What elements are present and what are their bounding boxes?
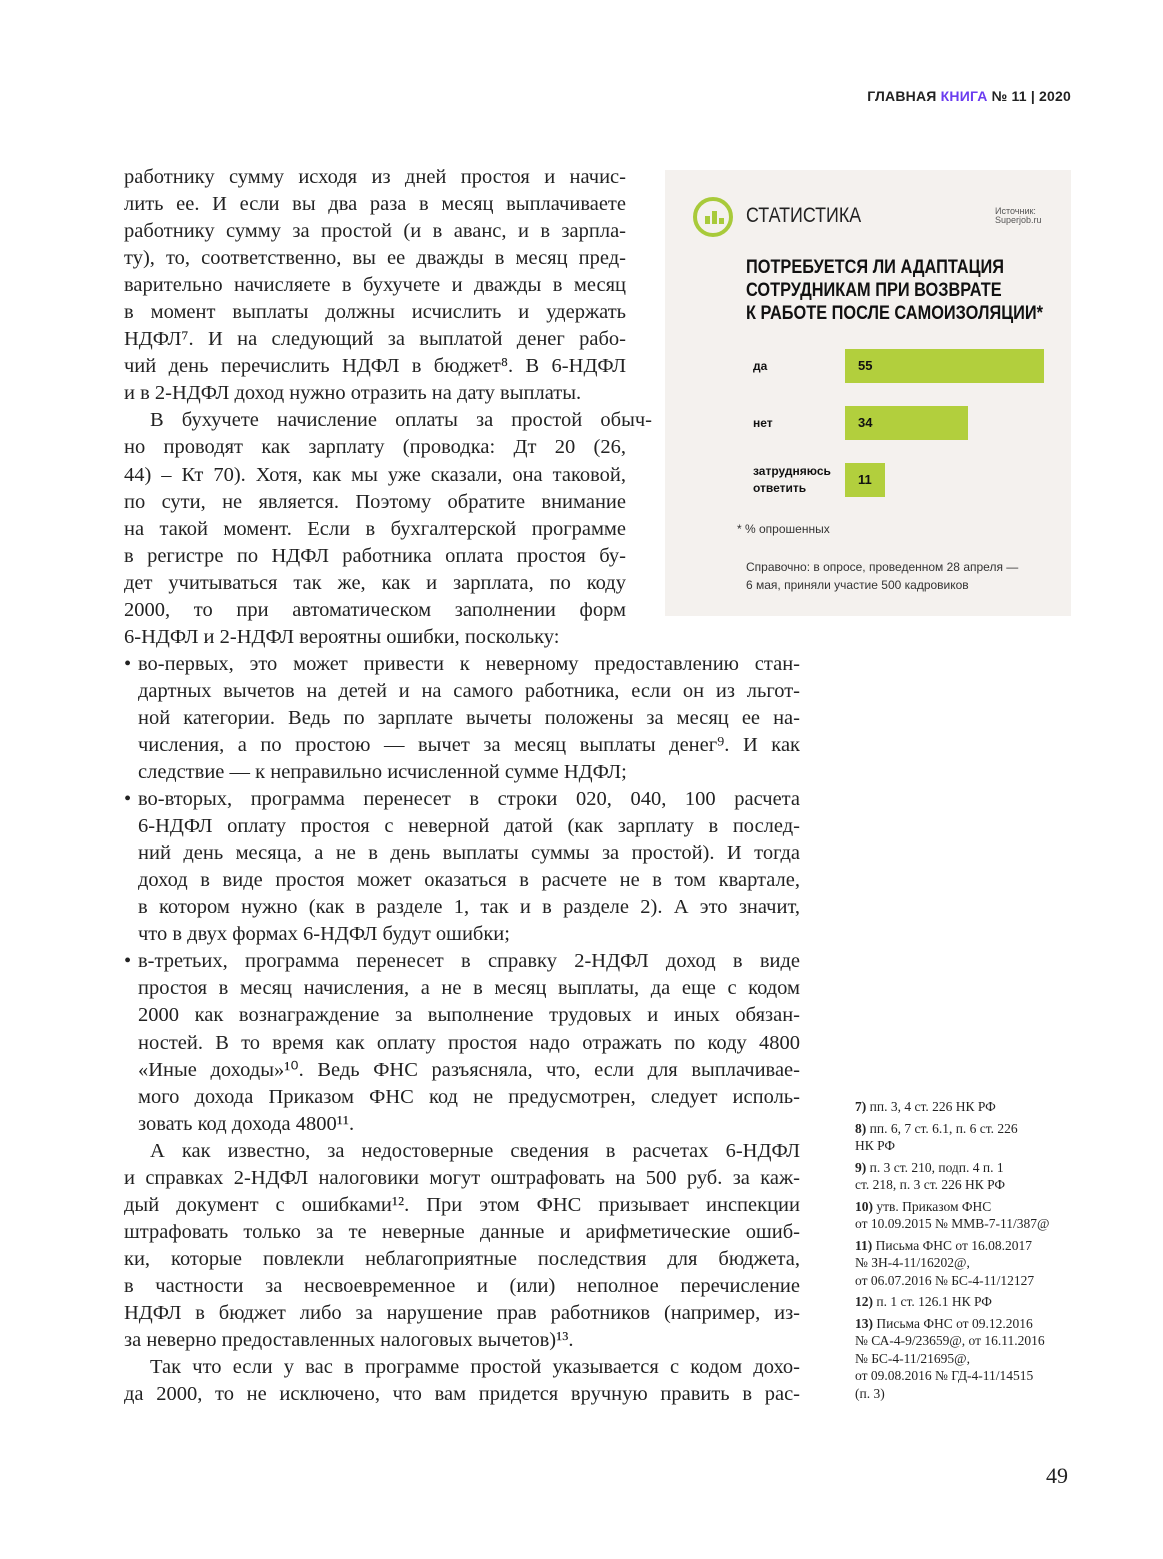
footnote <box>855 1120 1080 1155</box>
text-line: по сути, не является. Поэтому обратите внимание <box>124 490 626 513</box>
text-line: в момент выплаты должны исчислить и удержать <box>124 301 626 324</box>
issue-number: № 11 | 2020 <box>991 88 1071 104</box>
footnote-line <box>855 1315 1080 1333</box>
stats-title: СТАТИСТИКА <box>746 204 862 227</box>
text-line: 6-НДФЛ и 2-НДФЛ вероятны ошибки, поскольку: <box>124 625 560 648</box>
text-line: лить ее. И если вы два раза в месяц выплачиваете <box>124 193 626 216</box>
bullet-marker: • <box>124 950 132 973</box>
footnote-text: № СА-4-9/23659@, от 16.11.2016 <box>855 1333 1045 1348</box>
footnote-text: пп. 3, 4 ст. 226 НК РФ <box>869 1099 996 1114</box>
bar <box>845 349 1044 383</box>
footnote-number: 11) <box>855 1237 873 1253</box>
footnote-number: 7) <box>855 1099 867 1114</box>
line-text: ной категории. Ведь по зарплате вычеты положены за месяц ее на- <box>138 706 800 729</box>
line-text: во-первых, это может привести к неверному предоставлению стан- <box>138 652 800 675</box>
bullet-item <box>124 948 800 1137</box>
footnote-line <box>855 1293 1080 1311</box>
text-line <box>124 867 800 894</box>
footnote-line <box>855 1385 1080 1403</box>
bar-value: 55 <box>858 358 873 373</box>
bar <box>845 406 968 440</box>
footnote <box>855 1098 1080 1116</box>
text-line <box>124 651 800 678</box>
footnote-text: № ЗН-4-11/16202@, <box>855 1255 970 1270</box>
bullet-marker: • <box>124 652 132 675</box>
footnote-text: п. 1 ст. 126.1 НК РФ <box>876 1294 992 1309</box>
text-line <box>124 894 800 921</box>
reference-line: Справочно: в опросе, проведенном 28 апреля — <box>746 560 1019 574</box>
question-line: К РАБОТЕ ПОСЛЕ САМОИЗОЛЯЦИИ* <box>746 303 1043 324</box>
text-line <box>124 1084 800 1111</box>
text-line: дет учитываться так же, как и зарплата, по коду <box>124 571 626 594</box>
footnote-line <box>855 1332 1080 1350</box>
bar-label-line: нет <box>753 415 773 430</box>
text-line: на такой момент. Если в бухгалтерской программе <box>124 517 626 540</box>
footnote-line <box>855 1137 1080 1155</box>
footnote <box>855 1198 1080 1233</box>
text-line: ки, которые повлекли неблагоприятные последствия для бюджета, <box>124 1247 800 1270</box>
footnote-text: Письма ФНС от 16.08.2017 <box>875 1237 1032 1253</box>
line-text: ностей. В то время как оплату простоя надо отражать по коду 4800 <box>138 1031 800 1054</box>
bar-label <box>753 358 767 375</box>
text-line <box>124 732 800 759</box>
text-line: в регистре по НДФЛ работника оплата простоя бу- <box>124 544 626 567</box>
line-text: мого дохода Приказом ФНС код не предусмотрен, следует исполь- <box>138 1085 800 1108</box>
line-text: следствие — к неправильно исчисленной сумме НДФЛ; <box>138 761 627 784</box>
text-line <box>124 921 800 948</box>
bar-label-line: да <box>753 358 768 373</box>
paragraph <box>124 1138 800 1354</box>
paragraph <box>124 1354 800 1408</box>
text-line <box>124 813 800 840</box>
footnote-text: НК РФ <box>855 1138 896 1153</box>
footnote-line <box>855 1176 1080 1194</box>
source-label: Источник: <box>995 206 1036 216</box>
footnote <box>855 1237 1080 1290</box>
reference-line: 6 мая, приняли участие 500 кадровиков <box>746 578 969 592</box>
line-text: во-вторых, программа перенесет в строки 020, 040, 100 расчета <box>138 788 800 811</box>
bullet-marker: • <box>124 788 132 811</box>
text-line: работнику сумму за простой (и в аванс, и в зарпла- <box>124 220 626 243</box>
bar-chart-icon <box>693 197 733 237</box>
text-line: штрафовать только за те неверные данные и арифметические ошиб- <box>124 1220 800 1243</box>
text-line: НДФЛ в бюджет либо за нарушение прав работников (например, из- <box>124 1301 800 1324</box>
line-text: 2000 как вознаграждение за выполнение трудовых и иных обязан- <box>138 1004 800 1027</box>
question-line: ПОТРЕБУЕТСЯ ЛИ АДАПТАЦИЯ <box>746 257 1005 278</box>
brand-main: ГЛАВНАЯ <box>867 88 937 104</box>
footnote <box>855 1293 1080 1311</box>
text-line <box>124 948 800 975</box>
footnote-text: (п. 3) <box>855 1385 885 1401</box>
footnote-number: 10) <box>855 1198 873 1214</box>
footnote-text: п. 3 ст. 210, подп. 4 п. 1 <box>869 1159 1004 1175</box>
text-line: и справках 2-НДФЛ налоговики могут оштрафовать на 500 руб. за каж- <box>124 1166 800 1189</box>
stats-reference <box>746 558 1018 594</box>
footnote-text: утв. Приказом ФНС <box>876 1198 992 1214</box>
text-line: чий день перечислить НДФЛ в бюджет⁸. В 6-НДФЛ <box>124 355 626 378</box>
footnote-text: Письма ФНС от 09.12.2016 <box>876 1315 1033 1331</box>
footnote-line <box>855 1254 1080 1272</box>
line-text: дартных вычетов на детей и на самого работника, если он из льгот- <box>138 679 800 702</box>
footnote-number: 12) <box>855 1294 873 1309</box>
footnote-line <box>855 1098 1080 1116</box>
bar-label <box>753 463 831 497</box>
text-line: В бухучете начисление оплаты за простой обыч- <box>150 409 652 432</box>
footnote-line <box>855 1120 1080 1138</box>
bar-label-line: ответить <box>753 481 807 495</box>
text-line: варительно начисляете в бухучете и дважды в месяц <box>124 274 626 297</box>
text-line <box>124 1030 800 1057</box>
text-line: НДФЛ⁷. И на следующий за выплатой денег рабо- <box>124 328 626 351</box>
line-text: ний день месяца, а не в день выплаты суммы за простой). И тогда <box>138 842 800 865</box>
footnote-line <box>855 1159 1080 1177</box>
bar-value: 34 <box>858 415 873 430</box>
text-line: за неверно предоставленных налоговых вычетов)¹³. <box>124 1329 574 1352</box>
text-line <box>124 705 800 732</box>
stats-question <box>746 256 1043 325</box>
bar-value: 11 <box>858 472 872 487</box>
footnote-number: 8) <box>855 1120 867 1136</box>
line-text: в-третьих, программа перенесет в справку 2-НДФЛ доход в виде <box>138 950 800 973</box>
line-text: «Иные доходы»¹⁰. Ведь ФНС разъясняла, что, если для выплачивае- <box>138 1058 800 1081</box>
bar-label-line: затрудняюсь <box>753 464 831 478</box>
text-line <box>124 975 800 1002</box>
bar-label <box>753 415 773 432</box>
footnote-text: от 06.07.2016 № БС-4-11/12127 <box>855 1272 1035 1288</box>
text-line: дый документ с ошибками¹². При этом ФНС призывает инспекции <box>124 1193 800 1216</box>
page-number: 49 <box>1046 1463 1068 1488</box>
stats-source <box>995 207 1042 225</box>
bar <box>845 463 885 497</box>
text-line <box>124 1002 800 1029</box>
footnote <box>855 1315 1080 1403</box>
text-line <box>124 1111 800 1138</box>
text-line: 44) – Кт 70). Хотя, как мы уже сказали, она таковой, <box>124 463 626 486</box>
text-line: но проводят как зарплату (проводка: Дт 20 (26, <box>124 436 626 459</box>
footnote-text: пп. 6, 7 ст. 6.1, п. 6 ст. 226 <box>869 1120 1018 1136</box>
footnote-line <box>855 1215 1080 1233</box>
footnote <box>855 1159 1080 1194</box>
line-text: в котором нужно (как в разделе 1, так и в разделе 2). А это значит, <box>138 896 800 919</box>
footnote-number: 9) <box>855 1159 867 1175</box>
text-line: Так что если у вас в программе простой указывается с кодом дохо- <box>150 1356 800 1379</box>
stats-unit-note: * % опрошенных <box>737 522 830 536</box>
source-name: Superjob.ru <box>995 215 1042 225</box>
footnote-line <box>855 1367 1080 1385</box>
footnotes <box>855 1098 1080 1406</box>
footnote-text: № БС-4-11/21695@, <box>855 1350 970 1366</box>
line-text: простоя в месяц начисления, а не в месяц выплаты, да еще с кодом <box>138 977 800 1000</box>
text-line: работнику сумму исходя из дней простоя и начис- <box>124 166 626 188</box>
text-line <box>124 786 800 813</box>
text-line <box>124 678 800 705</box>
brand-accent: КНИГА <box>940 88 988 104</box>
text-line <box>124 840 800 867</box>
text-line: ту), то, соответственно, вы ее дважды в месяц пред- <box>124 247 626 270</box>
footnote-line <box>855 1198 1080 1216</box>
footnote-text: ст. 218, п. 3 ст. 226 НК РФ <box>855 1177 1006 1192</box>
footnote-text: от 10.09.2015 № ММВ-7-11/387@ <box>855 1216 1050 1231</box>
line-text: что в двух формах 6-НДФЛ будут ошибки; <box>138 923 510 946</box>
footnote-line <box>855 1272 1080 1290</box>
running-header <box>867 88 1071 104</box>
text-line <box>124 1057 800 1084</box>
question-line: СОТРУДНИКАМ ПРИ ВОЗВРАТЕ <box>746 280 1002 301</box>
line-text: 6-НДФЛ оплату простоя с неверной датой (как зарплату в послед- <box>138 815 800 838</box>
text-line <box>124 759 800 786</box>
footnote-line <box>855 1237 1080 1255</box>
line-text: доход в виде простоя может оказаться в расчете не в том квартале, <box>138 869 800 892</box>
text-line: А как известно, за недостоверные сведения в расчетах 6-НДФЛ <box>150 1139 800 1162</box>
text-line: да 2000, то не исключено, что вам придется вручную править в рас- <box>124 1383 800 1406</box>
bullet-item <box>124 786 800 948</box>
text-line: в частности за несвоевременное и (или) неполное перечисление <box>124 1274 800 1297</box>
statistics-box <box>665 170 1071 616</box>
text-line: 2000, то при автоматическом заполнении форм <box>124 598 626 621</box>
bullet-item <box>124 651 800 786</box>
text-line: и в 2-НДФЛ доход нужно отразить на дату выплаты. <box>124 382 582 405</box>
footnote-number: 13) <box>855 1315 873 1331</box>
footnote-line <box>855 1350 1080 1368</box>
footnote-text: от 09.08.2016 № ГД-4-11/14515 <box>855 1368 1034 1383</box>
line-text: числения, а по простою — вычет за месяц выплаты денег⁹. И как <box>138 733 800 756</box>
line-text: зовать код дохода 4800¹¹. <box>138 1112 355 1135</box>
